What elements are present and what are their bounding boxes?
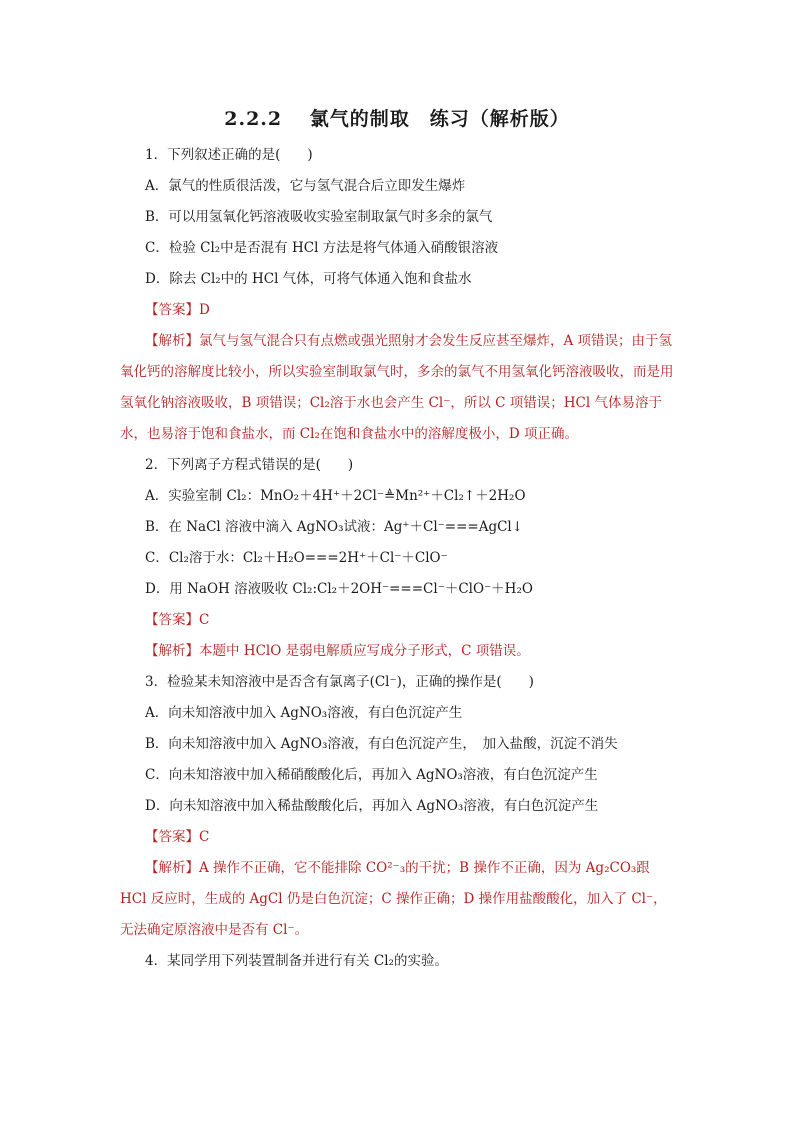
question-1-stem: 1．下列叙述正确的是( )	[145, 147, 313, 163]
question-3-answer: 【答案】C	[145, 829, 210, 845]
question-3-analysis: 【解析】A 操作不正确，它不能排除 CO²⁻₃的干扰；B 操作不正确，因为 Ag₂CO₃跟 HCl 反应时，生成的 AgCl 仍是白色沉淀；C 操作正确；D 操作用盐酸酸化，加入了 Cl⁻，无法确定原溶液中是否有 Cl⁻。	[120, 860, 667, 938]
question-3-option-a: A．向未知溶液中加入 AgNO₃溶液，有白色沉淀产生	[145, 705, 463, 721]
question-1-option-d: D．除去 Cl₂中的 HCl 气体，可将气体通入饱和食盐水	[145, 271, 472, 287]
question-3-option-b: B．向未知溶液中加入 AgNO₃溶液，有白色沉淀产生， 加入盐酸，沉淀不消失	[145, 736, 618, 752]
question-3-stem: 3．检验某未知溶液中是否含有氯离子(Cl⁻)，正确的操作是( )	[145, 674, 534, 690]
question-4-stem: 4．某同学用下列装置制备并进行有关 Cl₂的实验。	[145, 953, 448, 969]
question-list	[120, 140, 676, 977]
question-1-option-a: A．氯气的性质很活泼，它与氢气混合后立即发生爆炸	[145, 178, 466, 194]
question-2-option-b: B．在 NaCl 溶液中滴入 AgNO₃试液：Ag⁺＋Cl⁻===AgCl↓	[145, 519, 524, 535]
question-1-answer: 【答案】D	[145, 302, 210, 318]
question-1-analysis: 【解析】氯气与氢气混合只有点燃或强光照射才会发生反应甚至爆炸，A 项错误；由于氢氧化钙的溶解度比较小，所以实验室制取氯气时，多余的氯气不用氢氧化钙溶液吸收，而是用氢氧化钠溶液吸收，B 项错误；Cl₂溶于水也会产生 Cl⁻，所以 C 项错误；HCl 气体易溶于水，也易溶于饱和食盐水，而 Cl₂在饱和食盐水中的溶解度极小，D 项正确。	[120, 333, 674, 442]
question-2-option-c: C．Cl₂溶于水：Cl₂＋H₂O===2H⁺＋Cl⁻＋ClO⁻	[145, 550, 448, 566]
question-2-stem: 2．下列离子方程式错误的是( )	[145, 457, 354, 473]
question-2-analysis: 【解析】本题中 HClO 是弱电解质应写成分子形式，C 项错误。	[145, 643, 530, 659]
question-2-option-d: D．用 NaOH 溶液吸收 Cl₂:Cl₂＋2OH⁻===Cl⁻＋ClO⁻＋H₂O	[145, 581, 533, 597]
question-2-answer: 【答案】C	[145, 612, 210, 628]
question-1-option-b: B．可以用氢氧化钙溶液吸收实验室制取氯气时多余的氯气	[145, 209, 493, 225]
page-title: 2.2.2 氯气的制取 练习（解析版）	[224, 108, 570, 130]
question-3-option-c: C．向未知溶液中加入稀硝酸酸化后，再加入 AgNO₃溶液，有白色沉淀产生	[145, 767, 598, 783]
question-3-option-d: D．向未知溶液中加入稀盐酸酸化后，再加入 AgNO₃溶液，有白色沉淀产生	[145, 798, 599, 814]
question-1-option-c: C．检验 Cl₂中是否混有 HCl 方法是将气体通入硝酸银溶液	[145, 240, 499, 256]
question-2-option-a: A．实验室制 Cl₂：MnO₂＋4H⁺＋2Cl⁻≜Mn²⁺＋Cl₂↑＋2H₂O	[145, 488, 526, 504]
